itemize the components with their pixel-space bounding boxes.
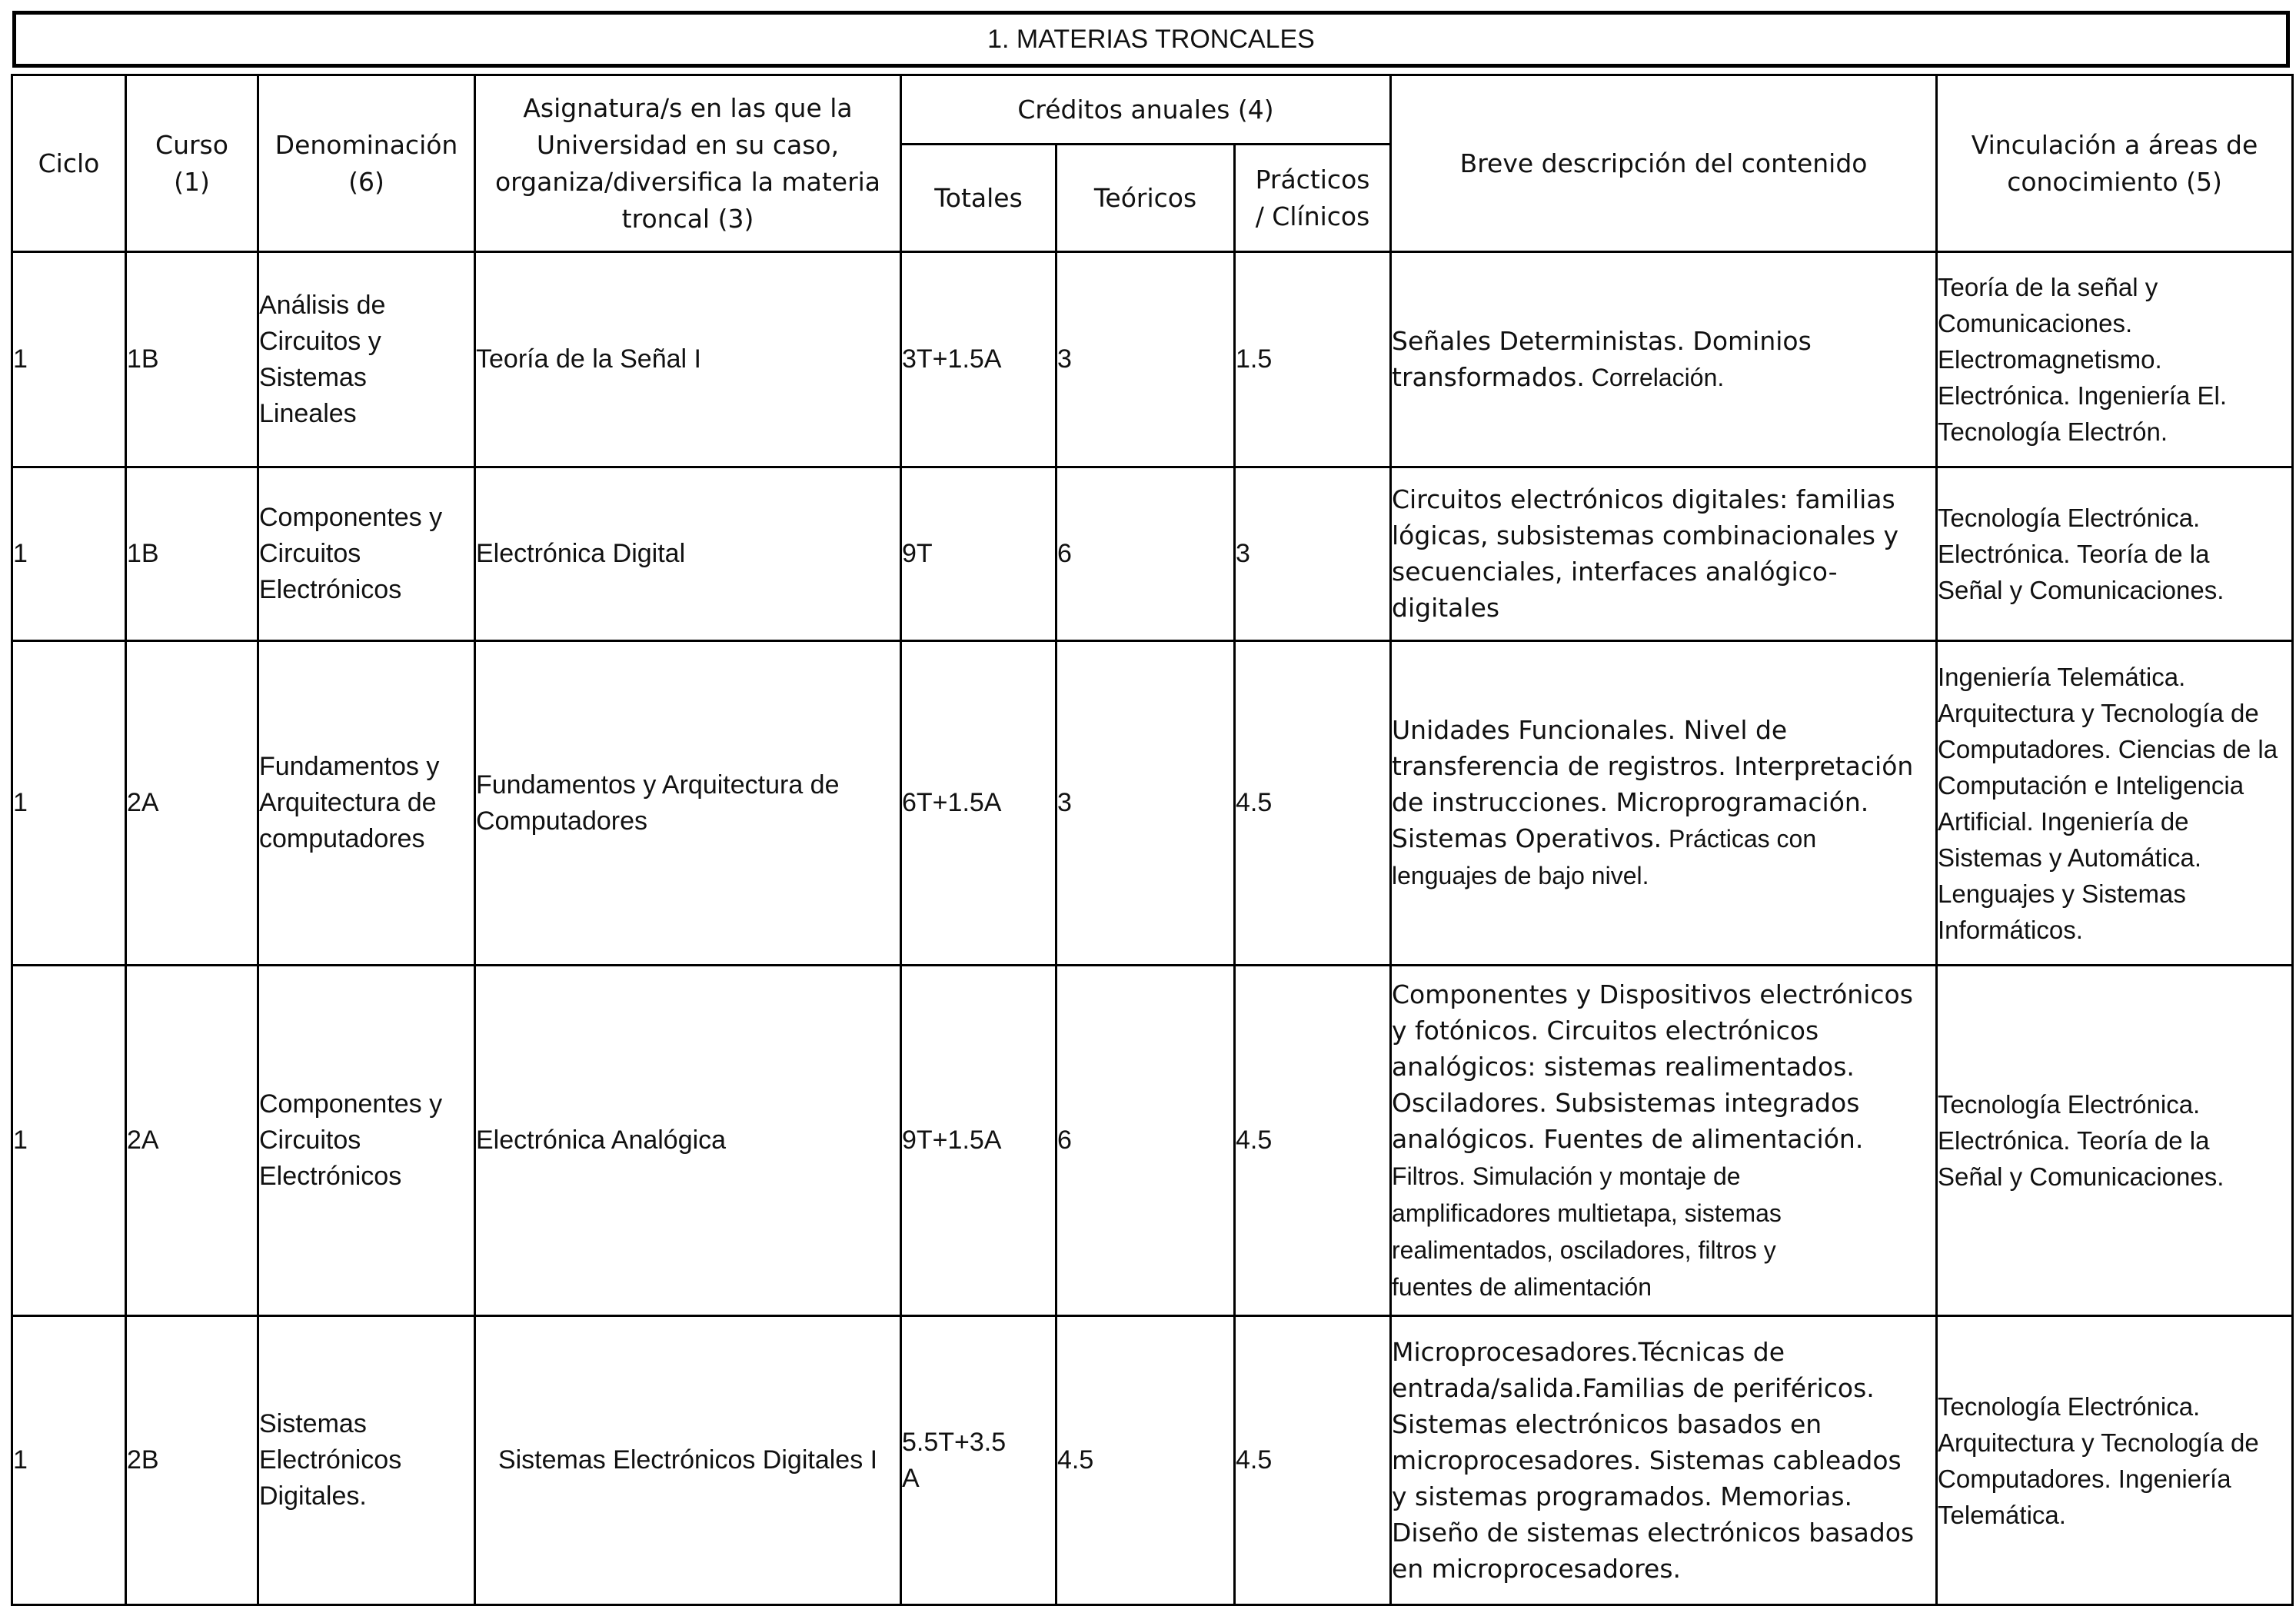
cell-areas: Teoría de la señal y Comunicaciones. Electromagnetismo. Electrónica. Ingeniería El. Tecnología Electrón.	[1937, 252, 2293, 467]
cell-descripcion: Circuitos electrónicos digitales: familias lógicas, subsistemas combinacionales y secuenciales, interfaces analógico- digitales	[1391, 467, 1937, 641]
cell-practicos: 4.5	[1235, 966, 1391, 1316]
header-vinculacion: Vinculación a áreas de conocimiento (5)	[1937, 75, 2293, 252]
cell-curso: 1B	[126, 467, 258, 641]
cell-practicos: 1.5	[1235, 252, 1391, 467]
cell-denominacion: Sistemas Electrónicos Digitales.	[258, 1316, 475, 1605]
table-row	[12, 966, 2293, 1316]
cell-areas: Tecnología Electrónica. Arquitectura y Tecnología de Computadores. Ingeniería Telemática.	[1937, 1316, 2293, 1605]
table-row	[12, 1316, 2293, 1605]
table-row	[12, 641, 2293, 966]
cell-asignatura: Electrónica Digital	[475, 467, 901, 641]
cell-denominacion: Análisis de Circuitos y Sistemas Lineales	[258, 252, 475, 467]
header-totales: Totales	[901, 145, 1056, 252]
cell-denominacion: Componentes y Circuitos Electrónicos	[258, 467, 475, 641]
cell-ciclo: 1	[12, 966, 126, 1316]
header-denominacion: Denominación (6)	[258, 75, 475, 252]
cell-totales: 6T+1.5A	[901, 641, 1056, 966]
cell-ciclo: 1	[12, 467, 126, 641]
header-asignatura: Asignatura/s en las que la Universidad en su caso, organiza/diversifica la materia troncal (3)	[475, 75, 901, 252]
cell-teoricos: 4.5	[1056, 1316, 1235, 1605]
cell-denominacion: Componentes y Circuitos Electrónicos	[258, 966, 475, 1316]
cell-asignatura: Fundamentos y Arquitectura de Computadores	[475, 641, 901, 966]
cell-practicos: 4.5	[1235, 1316, 1391, 1605]
cell-practicos: 4.5	[1235, 641, 1391, 966]
cell-curso: 2B	[126, 1316, 258, 1605]
cell-teoricos: 3	[1056, 252, 1235, 467]
cell-areas: Ingeniería Telemática. Arquitectura y Tecnología de Computadores. Ciencias de la Computación e Inteligencia Artificial. Ingeniería de Sistemas y Automática. Lenguajes y Sistemas Informáticos.	[1937, 641, 2293, 966]
cell-totales: 9T	[901, 467, 1056, 641]
cell-totales: 3T+1.5A	[901, 252, 1056, 467]
cell-areas: Tecnología Electrónica. Electrónica. Teoría de la Señal y Comunicaciones.	[1937, 467, 2293, 641]
cell-descripcion: Componentes y Dispositivos electrónicos y fotónicos. Circuitos electrónicos analógicos: sistemas realimentados. Osciladores. Subsistemas integrados analógicos. Fuentes de alimentación. Filtros. Simulación y montaje de amplificadores multietapa, sistemas realimentados, osciladores, filtros y fuentes de alimentación	[1391, 966, 1937, 1316]
cell-ciclo: 1	[12, 252, 126, 467]
section-title: 1. MATERIAS TRONCALES	[12, 11, 2290, 68]
cell-totales: 9T+1.5A	[901, 966, 1056, 1316]
cell-descripcion: Unidades Funcionales. Nivel de transferencia de registros. Interpretación de instrucciones. Microprogramación. Sistemas Operativos. Prácticas con lenguajes de bajo nivel.	[1391, 641, 1937, 966]
header-teoricos: Teóricos	[1056, 145, 1235, 252]
cell-teoricos: 6	[1056, 966, 1235, 1316]
cell-curso: 2A	[126, 966, 258, 1316]
cell-teoricos: 3	[1056, 641, 1235, 966]
cell-curso: 1B	[126, 252, 258, 467]
table-row	[12, 467, 2293, 641]
cell-descripcion: Microprocesadores.Técnicas de entrada/salida.Familias de periféricos. Sistemas electrónicos basados en microprocesadores. Sistemas cableados y sistemas programados. Memorias. Diseño de sistemas electrónicos basados en microprocesadores.	[1391, 1316, 1937, 1605]
header-practicos: Prácticos / Clínicos	[1235, 145, 1391, 252]
cell-denominacion: Fundamentos y Arquitectura de computadores	[258, 641, 475, 966]
cell-curso: 2A	[126, 641, 258, 966]
cell-ciclo: 1	[12, 641, 126, 966]
header-creditos-anuales: Créditos anuales (4)	[901, 75, 1391, 145]
troncales-table	[11, 74, 2294, 1606]
cell-asignatura: Electrónica Analógica	[475, 966, 901, 1316]
cell-asignatura: Teoría de la Señal I	[475, 252, 901, 467]
cell-ciclo: 1	[12, 1316, 126, 1605]
header-ciclo: Ciclo	[12, 75, 126, 252]
cell-descripcion: Señales Deterministas. Dominios transformados. Correlación.	[1391, 252, 1937, 467]
header-curso: Curso (1)	[126, 75, 258, 252]
cell-practicos: 3	[1235, 467, 1391, 641]
cell-asignatura: Sistemas Electrónicos Digitales I	[475, 1316, 901, 1605]
header-descripcion: Breve descripción del contenido	[1391, 75, 1937, 252]
cell-totales: 5.5T+3.5 A	[901, 1316, 1056, 1605]
cell-teoricos: 6	[1056, 467, 1235, 641]
table-row	[12, 252, 2293, 467]
cell-areas: Tecnología Electrónica. Electrónica. Teoría de la Señal y Comunicaciones.	[1937, 966, 2293, 1316]
